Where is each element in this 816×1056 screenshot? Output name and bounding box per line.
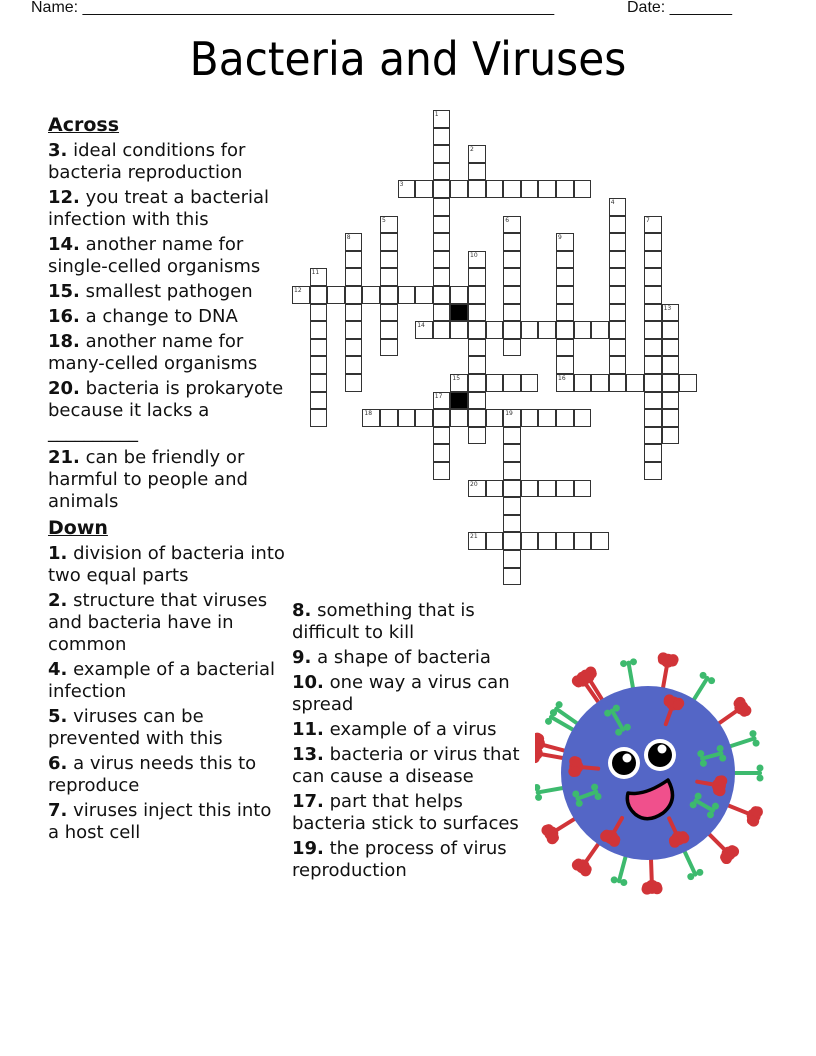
- grid-cell[interactable]: [503, 444, 521, 462]
- clue-number: 7.: [48, 800, 68, 821]
- clue-text: ideal conditions for bacteria reproduction: [48, 140, 246, 183]
- grid-cell[interactable]: [468, 392, 486, 410]
- cell-number: 17: [434, 392, 443, 400]
- grid-cell[interactable]: [310, 321, 328, 339]
- grid-cell[interactable]: [503, 462, 521, 480]
- grid-cell[interactable]: [362, 286, 380, 304]
- grid-cell[interactable]: [556, 409, 574, 427]
- grid-cell[interactable]: [503, 427, 521, 445]
- cell-number: 10: [470, 251, 478, 259]
- grid-cell[interactable]: [662, 409, 680, 427]
- grid-cell[interactable]: [556, 251, 574, 269]
- grid-cell[interactable]: [433, 268, 451, 286]
- grid-cell[interactable]: [574, 480, 592, 498]
- grid-cell[interactable]: [380, 268, 398, 286]
- eye-left-icon: [608, 747, 640, 779]
- grid-cell[interactable]: [327, 286, 345, 304]
- grid-cell[interactable]: [662, 304, 680, 322]
- grid-cell[interactable]: [380, 251, 398, 269]
- cell-number: 13: [663, 304, 672, 312]
- grid-cell[interactable]: [468, 409, 486, 427]
- grid-cell[interactable]: [380, 321, 398, 339]
- grid-cell[interactable]: [626, 374, 644, 392]
- clue-text: can be friendly or harmful to people and animals: [48, 447, 248, 512]
- grid-cell[interactable]: [345, 251, 363, 269]
- cell-number: 5: [382, 216, 386, 224]
- clue-item: [292, 838, 522, 882]
- grid-cell[interactable]: [609, 286, 627, 304]
- grid-cell[interactable]: [310, 286, 328, 304]
- grid-cell[interactable]: [503, 374, 521, 392]
- clue-item: [48, 306, 288, 328]
- clue-item: [48, 234, 288, 278]
- grid-cell[interactable]: [468, 304, 486, 322]
- grid-cell[interactable]: [503, 251, 521, 269]
- grid-cell[interactable]: [662, 392, 680, 410]
- grid-cell[interactable]: [415, 321, 433, 339]
- grid-cell[interactable]: [433, 304, 451, 322]
- grid-cell[interactable]: [433, 286, 451, 304]
- grid-cell[interactable]: [521, 409, 539, 427]
- clue-text: smallest pathogen: [85, 281, 253, 302]
- clue-number: 13.: [292, 744, 324, 765]
- grid-cell[interactable]: [662, 321, 680, 339]
- grid-cell[interactable]: [644, 427, 662, 445]
- cell-number: 2: [470, 146, 474, 154]
- grid-cell[interactable]: [574, 180, 592, 198]
- grid-cell[interactable]: [644, 356, 662, 374]
- grid-cell[interactable]: [521, 480, 539, 498]
- grid-cell[interactable]: [433, 163, 451, 181]
- grid-cell[interactable]: [468, 251, 486, 269]
- clue-number: 6.: [48, 753, 68, 774]
- grid-cell[interactable]: [503, 180, 521, 198]
- grid-cell[interactable]: [538, 180, 556, 198]
- grid-cell[interactable]: [345, 286, 363, 304]
- grid-cell[interactable]: [468, 286, 486, 304]
- grid-cell[interactable]: [662, 356, 680, 374]
- grid-cell[interactable]: [662, 339, 680, 357]
- cell-number: 20: [470, 480, 478, 488]
- grid-cell[interactable]: [609, 233, 627, 251]
- clue-text: structure that viruses and bacteria have in common: [48, 590, 268, 655]
- grid-cell[interactable]: [644, 321, 662, 339]
- grid-cell[interactable]: [310, 392, 328, 410]
- grid-cell[interactable]: [644, 339, 662, 357]
- grid-cell[interactable]: [450, 409, 468, 427]
- grid-cell[interactable]: [574, 374, 592, 392]
- grid-cell[interactable]: [468, 163, 486, 181]
- clue-number: 11.: [292, 719, 324, 740]
- grid-cell[interactable]: [609, 321, 627, 339]
- grid-cell[interactable]: [521, 374, 539, 392]
- cell-number: 1: [434, 111, 439, 118]
- grid-cell[interactable]: [503, 515, 521, 533]
- cell-number: 12: [294, 287, 302, 294]
- grid-cell[interactable]: [503, 268, 521, 286]
- clue-number: 1.: [48, 543, 68, 564]
- clue-number: 3.: [48, 140, 68, 161]
- eye-right-icon: [644, 739, 676, 771]
- clue-text: the process of virus reproduction: [292, 838, 507, 881]
- grid-cell[interactable]: [609, 198, 627, 216]
- grid-cell[interactable]: [433, 462, 451, 480]
- grid-cell[interactable]: [591, 321, 609, 339]
- grid-cell[interactable]: [644, 392, 662, 410]
- clue-item: [48, 659, 288, 703]
- clue-number: 17.: [292, 791, 324, 812]
- grid-cell[interactable]: [556, 321, 574, 339]
- clue-text: example of a virus: [329, 719, 497, 740]
- grid-cell[interactable]: [345, 304, 363, 322]
- grid-cell[interactable]: [556, 286, 574, 304]
- grid-cell[interactable]: [450, 286, 468, 304]
- grid-cell[interactable]: [503, 532, 521, 550]
- grid-cell[interactable]: [609, 268, 627, 286]
- grid-cell[interactable]: [380, 339, 398, 357]
- grid-cell[interactable]: [644, 304, 662, 322]
- grid-cell[interactable]: [503, 480, 521, 498]
- clue-item: [292, 672, 522, 716]
- grid-cell[interactable]: [415, 286, 433, 304]
- grid-cell[interactable]: [468, 480, 486, 498]
- clue-number: 21.: [48, 447, 80, 468]
- black-cell: [450, 392, 468, 410]
- clue-text: part that helps bacteria stick to surfaces: [292, 791, 519, 834]
- clue-number: 16.: [48, 306, 80, 327]
- clue-item: [48, 706, 288, 750]
- grid-cell[interactable]: [503, 339, 521, 357]
- grid-cell[interactable]: [433, 180, 451, 198]
- grid-cell[interactable]: [538, 480, 556, 498]
- across-heading: Across: [48, 114, 120, 136]
- clue-text: example of a bacterial infection: [48, 659, 276, 702]
- grid-cell[interactable]: [450, 321, 468, 339]
- cell-number: 11: [311, 269, 320, 277]
- grid-cell[interactable]: [468, 321, 486, 339]
- grid-cell[interactable]: [345, 233, 363, 251]
- clue-number: 20.: [48, 378, 80, 399]
- clue-number: 14.: [48, 234, 80, 255]
- grid-cell[interactable]: [644, 233, 662, 251]
- grid-cell[interactable]: [503, 286, 521, 304]
- cell-number: 16: [558, 375, 566, 382]
- clue-number: 2.: [48, 590, 68, 611]
- clue-item: [48, 140, 288, 184]
- grid-cell[interactable]: [644, 409, 662, 427]
- grid-cell[interactable]: [433, 251, 451, 269]
- clue-text: bacteria is prokaryote because it lacks a __________: [48, 378, 284, 443]
- across-clues: [48, 113, 288, 847]
- clue-item: [48, 543, 288, 587]
- grid-cell[interactable]: [609, 251, 627, 269]
- clue-text: bacteria or virus that can cause a disease: [292, 744, 520, 787]
- grid-cell[interactable]: [468, 427, 486, 445]
- grid-cell[interactable]: [468, 356, 486, 374]
- clue-number: 9.: [292, 647, 312, 668]
- grid-cell[interactable]: [486, 180, 504, 198]
- smiling-virus-icon: [535, 650, 775, 900]
- grid-cell[interactable]: [468, 374, 486, 392]
- grid-cell[interactable]: [644, 444, 662, 462]
- clue-item: [292, 791, 522, 835]
- clue-text: a change to DNA: [85, 306, 238, 327]
- grid-cell[interactable]: [433, 444, 451, 462]
- grid-cell[interactable]: [380, 233, 398, 251]
- clue-text: one way a virus can spread: [292, 672, 510, 715]
- down-clues-col2: [292, 597, 522, 885]
- grid-cell[interactable]: [556, 480, 574, 498]
- grid-cell[interactable]: [538, 321, 556, 339]
- grid-cell[interactable]: [609, 339, 627, 357]
- grid-cell[interactable]: [662, 374, 680, 392]
- clue-text: you treat a bacterial infection with this: [48, 187, 270, 230]
- grid-cell[interactable]: [486, 532, 504, 550]
- grid-cell[interactable]: [503, 321, 521, 339]
- grid-cell[interactable]: [486, 480, 504, 498]
- grid-cell[interactable]: [591, 532, 609, 550]
- grid-cell[interactable]: [345, 356, 363, 374]
- cell-number: 8: [346, 234, 351, 242]
- clue-item: [48, 753, 288, 797]
- cell-number: 18: [364, 410, 373, 418]
- grid-cell[interactable]: [503, 409, 521, 427]
- name-field[interactable]: Name: _____________________________________________________: [31, 0, 555, 16]
- down-heading: Down: [48, 517, 108, 539]
- grid-cell[interactable]: [538, 409, 556, 427]
- grid-cell[interactable]: [362, 409, 380, 427]
- grid-cell[interactable]: [380, 286, 398, 304]
- grid-cell[interactable]: [345, 321, 363, 339]
- clue-text: another name for many-celled organisms: [48, 331, 258, 374]
- grid-cell[interactable]: [521, 321, 539, 339]
- grid-cell[interactable]: [574, 321, 592, 339]
- cell-number: 6: [505, 216, 510, 224]
- clue-text: another name for single-celled organisms: [48, 234, 261, 277]
- grid-cell[interactable]: [380, 304, 398, 322]
- grid-cell[interactable]: [679, 374, 697, 392]
- clue-number: 10.: [292, 672, 324, 693]
- grid-cell[interactable]: [556, 374, 574, 392]
- grid-cell[interactable]: [574, 532, 592, 550]
- grid-cell[interactable]: [415, 409, 433, 427]
- clue-number: 15.: [48, 281, 80, 302]
- cell-number: 19: [505, 410, 513, 418]
- grid-cell[interactable]: [503, 568, 521, 586]
- grid-cell[interactable]: [556, 233, 574, 251]
- grid-cell[interactable]: [538, 532, 556, 550]
- grid-cell[interactable]: [574, 409, 592, 427]
- grid-cell[interactable]: [450, 374, 468, 392]
- cell-number: 21: [470, 533, 478, 541]
- clue-item: [292, 647, 522, 669]
- grid-cell[interactable]: [486, 409, 504, 427]
- grid-cell[interactable]: [380, 216, 398, 234]
- clue-text: something that is difficult to kill: [292, 600, 475, 643]
- date-field[interactable]: Date: _______: [627, 0, 732, 16]
- clue-number: 5.: [48, 706, 68, 727]
- grid-cell[interactable]: [468, 532, 486, 550]
- grid-cell[interactable]: [433, 145, 451, 163]
- cell-number: 9: [558, 234, 562, 242]
- clue-text: division of bacteria into two equal parts: [48, 543, 285, 586]
- grid-cell[interactable]: [433, 216, 451, 234]
- clue-item: [48, 590, 288, 656]
- grid-cell[interactable]: [644, 374, 662, 392]
- grid-cell[interactable]: [433, 392, 451, 410]
- cell-number: 3: [399, 181, 404, 189]
- cell-number: 7: [646, 216, 650, 224]
- clue-item: [48, 378, 288, 444]
- grid-cell[interactable]: [310, 409, 328, 427]
- grid-cell[interactable]: [310, 374, 328, 392]
- cell-number: 15: [452, 375, 461, 382]
- clue-item: [48, 281, 288, 303]
- grid-cell[interactable]: [591, 374, 609, 392]
- clue-item: [48, 187, 288, 231]
- clue-number: 8.: [292, 600, 312, 621]
- grid-cell[interactable]: [433, 427, 451, 445]
- grid-cell[interactable]: [556, 532, 574, 550]
- grid-cell[interactable]: [521, 180, 539, 198]
- grid-cell[interactable]: [310, 268, 328, 286]
- grid-cell[interactable]: [486, 374, 504, 392]
- cell-number: 14: [417, 322, 425, 330]
- grid-cell[interactable]: [503, 497, 521, 515]
- grid-cell[interactable]: [556, 180, 574, 198]
- clue-text: a shape of bacteria: [317, 647, 491, 668]
- grid-cell[interactable]: [609, 304, 627, 322]
- grid-cell[interactable]: [556, 339, 574, 357]
- grid-cell[interactable]: [310, 304, 328, 322]
- grid-cell[interactable]: [468, 339, 486, 357]
- grid-cell[interactable]: [380, 409, 398, 427]
- grid-cell[interactable]: [345, 339, 363, 357]
- clue-item: [48, 447, 288, 513]
- grid-cell[interactable]: [398, 286, 416, 304]
- grid-cell[interactable]: [503, 550, 521, 568]
- grid-cell[interactable]: [433, 128, 451, 146]
- grid-cell[interactable]: [644, 268, 662, 286]
- grid-cell[interactable]: [345, 268, 363, 286]
- grid-cell[interactable]: [468, 268, 486, 286]
- grid-cell[interactable]: [433, 409, 451, 427]
- clue-item: [292, 719, 522, 741]
- clue-item: [292, 600, 522, 644]
- grid-cell[interactable]: [345, 374, 363, 392]
- grid-cell[interactable]: [609, 216, 627, 234]
- grid-cell[interactable]: [310, 356, 328, 374]
- cell-number: 4: [610, 199, 615, 206]
- clue-text: a virus needs this to reproduce: [48, 753, 257, 796]
- grid-cell[interactable]: [310, 339, 328, 357]
- black-cell: [450, 304, 468, 322]
- grid-cell[interactable]: [662, 427, 680, 445]
- grid-cell[interactable]: [609, 356, 627, 374]
- grid-cell[interactable]: [503, 216, 521, 234]
- clue-text: viruses inject this into a host cell: [48, 800, 272, 843]
- grid-cell[interactable]: [503, 233, 521, 251]
- clue-number: 12.: [48, 187, 80, 208]
- grid-cell[interactable]: [609, 374, 627, 392]
- grid-cell[interactable]: [433, 198, 451, 216]
- grid-cell[interactable]: [644, 462, 662, 480]
- clue-text: viruses can be prevented with this: [48, 706, 223, 749]
- grid-cell[interactable]: [644, 286, 662, 304]
- grid-cell[interactable]: [521, 532, 539, 550]
- grid-cell[interactable]: [486, 321, 504, 339]
- grid-cell[interactable]: [292, 286, 310, 304]
- grid-cell[interactable]: [398, 180, 416, 198]
- grid-cell[interactable]: [556, 268, 574, 286]
- grid-cell[interactable]: [503, 304, 521, 322]
- clue-number: 19.: [292, 838, 324, 859]
- clue-item: [48, 331, 288, 375]
- page-title: Bacteria and Viruses: [189, 32, 627, 86]
- grid-cell[interactable]: [398, 409, 416, 427]
- grid-cell[interactable]: [556, 356, 574, 374]
- grid-cell[interactable]: [644, 251, 662, 269]
- clue-item: [48, 800, 288, 844]
- grid-cell[interactable]: [468, 145, 486, 163]
- clue-number: 18.: [48, 331, 80, 352]
- grid-cell[interactable]: [468, 180, 486, 198]
- grid-cell[interactable]: [433, 233, 451, 251]
- clue-number: 4.: [48, 659, 68, 680]
- grid-cell[interactable]: [556, 304, 574, 322]
- clue-item: [292, 744, 522, 788]
- grid-cell[interactable]: [433, 321, 451, 339]
- grid-cell[interactable]: [415, 180, 433, 198]
- grid-cell[interactable]: [433, 110, 451, 128]
- grid-cell[interactable]: [450, 180, 468, 198]
- grid-cell[interactable]: [644, 216, 662, 234]
